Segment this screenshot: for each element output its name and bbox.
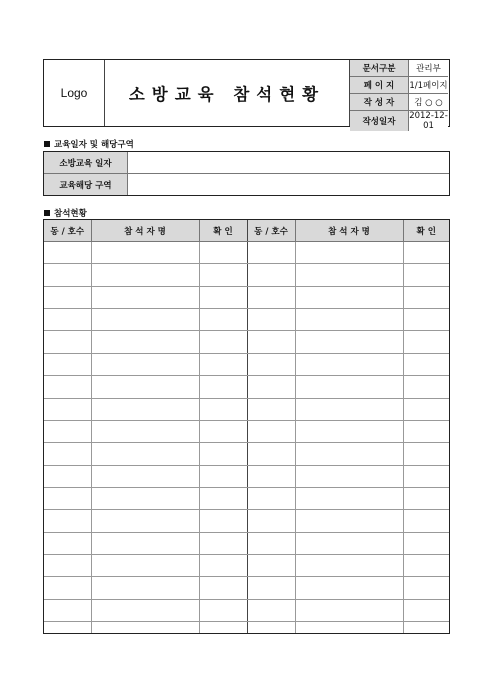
attendance-cell[interactable]	[295, 555, 403, 577]
table-row	[44, 510, 449, 532]
attendance-cell[interactable]	[91, 398, 199, 420]
square-bullet-icon	[44, 210, 50, 216]
section-heading-text: 참석현황	[54, 209, 87, 219]
attendance-cell[interactable]	[247, 264, 295, 286]
table-row	[44, 532, 449, 554]
attendance-cell[interactable]	[44, 510, 91, 532]
attendance-cell[interactable]	[295, 599, 403, 621]
attendance-cell[interactable]	[199, 555, 247, 577]
attendance-cell[interactable]	[199, 532, 247, 554]
attendance-cell[interactable]	[247, 532, 295, 554]
attendance-cell[interactable]	[44, 465, 91, 487]
attendance-cell[interactable]	[44, 264, 91, 286]
attendance-cell[interactable]	[295, 487, 403, 509]
attendance-cell[interactable]	[91, 420, 199, 442]
attendance-cell[interactable]	[295, 286, 403, 308]
column-header: 동 / 호수	[247, 220, 295, 242]
table-row	[44, 242, 449, 264]
attendance-cell[interactable]	[403, 487, 449, 509]
education-date-field[interactable]	[128, 152, 450, 174]
attendance-cell[interactable]	[295, 331, 403, 353]
attendance-cell[interactable]	[247, 286, 295, 308]
table-row	[44, 622, 449, 633]
attendance-cell[interactable]	[91, 286, 199, 308]
table-row	[44, 376, 449, 398]
attendance-cell[interactable]	[247, 510, 295, 532]
attendance-cell[interactable]	[247, 465, 295, 487]
attendance-cell[interactable]	[403, 622, 449, 633]
document-meta	[350, 60, 448, 131]
meta-key: 문서구분	[350, 60, 409, 77]
meta-row	[350, 94, 448, 111]
attendance-cell[interactable]	[403, 577, 449, 599]
attendance-cell[interactable]	[199, 577, 247, 599]
table-row	[44, 577, 449, 599]
table-row	[44, 353, 449, 375]
section-heading-text: 교육일자 및 해당구역	[54, 140, 134, 150]
attendance-cell[interactable]	[247, 487, 295, 509]
attendance-cell[interactable]	[91, 353, 199, 375]
meta-value: 1/1페이지	[409, 77, 449, 94]
table-row	[44, 331, 449, 353]
attendance-cell[interactable]	[199, 465, 247, 487]
attendance-cell[interactable]	[91, 443, 199, 465]
attendance-cell[interactable]	[403, 376, 449, 398]
attendance-cell[interactable]	[295, 242, 403, 264]
attendance-cell[interactable]	[44, 420, 91, 442]
attendance-header-row	[44, 220, 449, 242]
attendance-cell[interactable]	[403, 443, 449, 465]
attendance-cell[interactable]	[91, 264, 199, 286]
attendance-cell[interactable]	[403, 242, 449, 264]
column-header: 확 인	[403, 220, 449, 242]
attendance-cell[interactable]	[247, 353, 295, 375]
attendance-cell[interactable]	[91, 242, 199, 264]
attendance-cell[interactable]	[91, 510, 199, 532]
attendance-cell[interactable]	[91, 376, 199, 398]
attendance-cell[interactable]	[91, 465, 199, 487]
info-label: 소방교육 일자	[44, 152, 128, 174]
attendance-cell[interactable]	[91, 555, 199, 577]
attendance-cell[interactable]	[295, 510, 403, 532]
attendance-cell[interactable]	[44, 353, 91, 375]
attendance-cell[interactable]	[247, 398, 295, 420]
attendance-cell[interactable]	[199, 487, 247, 509]
education-area-field[interactable]	[128, 174, 450, 196]
attendance-cell[interactable]	[44, 376, 91, 398]
attendance-cell[interactable]	[247, 376, 295, 398]
attendance-cell[interactable]	[403, 555, 449, 577]
table-row	[44, 465, 449, 487]
attendance-cell[interactable]	[44, 555, 91, 577]
meta-value: 김 ○ ○	[409, 94, 449, 111]
attendance-cell[interactable]	[199, 420, 247, 442]
attendance-cell[interactable]	[247, 555, 295, 577]
attendance-cell[interactable]	[91, 599, 199, 621]
info-label: 교육해당 구역	[44, 174, 128, 196]
attendance-cell[interactable]	[403, 599, 449, 621]
attendance-cell[interactable]	[91, 577, 199, 599]
attendance-cell[interactable]	[295, 398, 403, 420]
attendance-cell[interactable]	[199, 286, 247, 308]
attendance-cell[interactable]	[295, 376, 403, 398]
attendance-cell[interactable]	[91, 487, 199, 509]
document-title: 소방교육 참석현황	[105, 60, 350, 126]
meta-key: 페 이 지	[350, 77, 409, 94]
attendance-cell[interactable]	[91, 309, 199, 331]
attendance-cell[interactable]	[44, 443, 91, 465]
attendance-cell[interactable]	[199, 309, 247, 331]
document-header	[43, 59, 450, 131]
attendance-cell[interactable]	[199, 443, 247, 465]
square-bullet-icon	[44, 141, 50, 147]
attendance-cell[interactable]	[199, 353, 247, 375]
attendance-cell[interactable]	[44, 309, 91, 331]
attendance-cell[interactable]	[403, 309, 449, 331]
section-heading-education	[44, 138, 134, 150]
table-row	[44, 555, 449, 577]
meta-value: 2012-12-01	[409, 111, 448, 131]
column-header: 동 / 호수	[44, 220, 91, 242]
attendance-cell[interactable]	[44, 242, 91, 264]
column-header: 확 인	[199, 220, 247, 242]
attendance-cell[interactable]	[247, 577, 295, 599]
attendance-cell[interactable]	[295, 532, 403, 554]
attendance-cell[interactable]	[247, 622, 295, 633]
attendance-cell[interactable]	[44, 532, 91, 554]
attendance-cell[interactable]	[295, 465, 403, 487]
attendance-cell[interactable]	[199, 331, 247, 353]
attendance-cell[interactable]	[403, 353, 449, 375]
attendance-cell[interactable]	[247, 443, 295, 465]
attendance-cell[interactable]	[403, 398, 449, 420]
column-header: 참 석 자 명	[295, 220, 403, 242]
meta-value: 관리부	[409, 60, 449, 77]
attendance-cell[interactable]	[44, 398, 91, 420]
attendance-cell[interactable]	[295, 309, 403, 331]
attendance-cell[interactable]	[199, 398, 247, 420]
attendance-body	[44, 242, 449, 634]
table-row	[44, 599, 449, 621]
attendance-cell[interactable]	[44, 331, 91, 353]
meta-key: 작성일자	[350, 111, 409, 132]
attendance-cell[interactable]	[199, 264, 247, 286]
attendance-cell[interactable]	[199, 622, 247, 633]
table-row	[44, 420, 449, 442]
attendance-cell[interactable]	[247, 420, 295, 442]
attendance-cell[interactable]	[44, 577, 91, 599]
attendance-cell[interactable]	[247, 331, 295, 353]
attendance-cell[interactable]	[295, 353, 403, 375]
attendance-cell[interactable]	[199, 376, 247, 398]
attendance-cell[interactable]	[44, 622, 91, 633]
attendance-cell[interactable]	[44, 487, 91, 509]
attendance-cell[interactable]	[199, 242, 247, 264]
attendance-cell[interactable]	[91, 331, 199, 353]
attendance-cell[interactable]	[295, 622, 403, 633]
attendance-cell[interactable]	[247, 599, 295, 621]
table-row	[44, 443, 449, 465]
column-header: 참 석 자 명	[91, 220, 199, 242]
attendance-cell[interactable]	[199, 510, 247, 532]
education-info-table	[43, 151, 450, 196]
attendance-cell[interactable]	[403, 420, 449, 442]
attendance-cell[interactable]	[247, 242, 295, 264]
attendance-cell[interactable]	[403, 264, 449, 286]
info-row	[44, 152, 449, 174]
attendance-cell[interactable]	[44, 599, 91, 621]
attendance-cell[interactable]	[295, 577, 403, 599]
meta-row	[350, 111, 448, 132]
table-row	[44, 264, 449, 286]
table-row	[44, 309, 449, 331]
attendance-cell[interactable]	[91, 532, 199, 554]
table-row	[44, 487, 449, 509]
attendance-cell[interactable]	[295, 264, 403, 286]
attendance-cell[interactable]	[199, 599, 247, 621]
attendance-cell[interactable]	[295, 420, 403, 442]
attendance-cell[interactable]	[91, 622, 199, 633]
logo: Logo	[44, 60, 105, 126]
attendance-cell[interactable]	[403, 532, 449, 554]
section-heading-attendance	[44, 207, 87, 219]
meta-row	[350, 77, 448, 94]
attendance-cell[interactable]	[295, 443, 403, 465]
attendance-table	[43, 219, 450, 634]
attendance-cell[interactable]	[247, 309, 295, 331]
attendance-cell[interactable]	[403, 286, 449, 308]
attendance-cell[interactable]	[403, 510, 449, 532]
meta-row	[350, 60, 448, 77]
meta-key: 작 성 자	[350, 94, 409, 111]
table-row	[44, 398, 449, 420]
table-row	[44, 286, 449, 308]
attendance-cell[interactable]	[403, 331, 449, 353]
attendance-cell[interactable]	[403, 465, 449, 487]
attendance-cell[interactable]	[44, 286, 91, 308]
info-row	[44, 174, 449, 196]
